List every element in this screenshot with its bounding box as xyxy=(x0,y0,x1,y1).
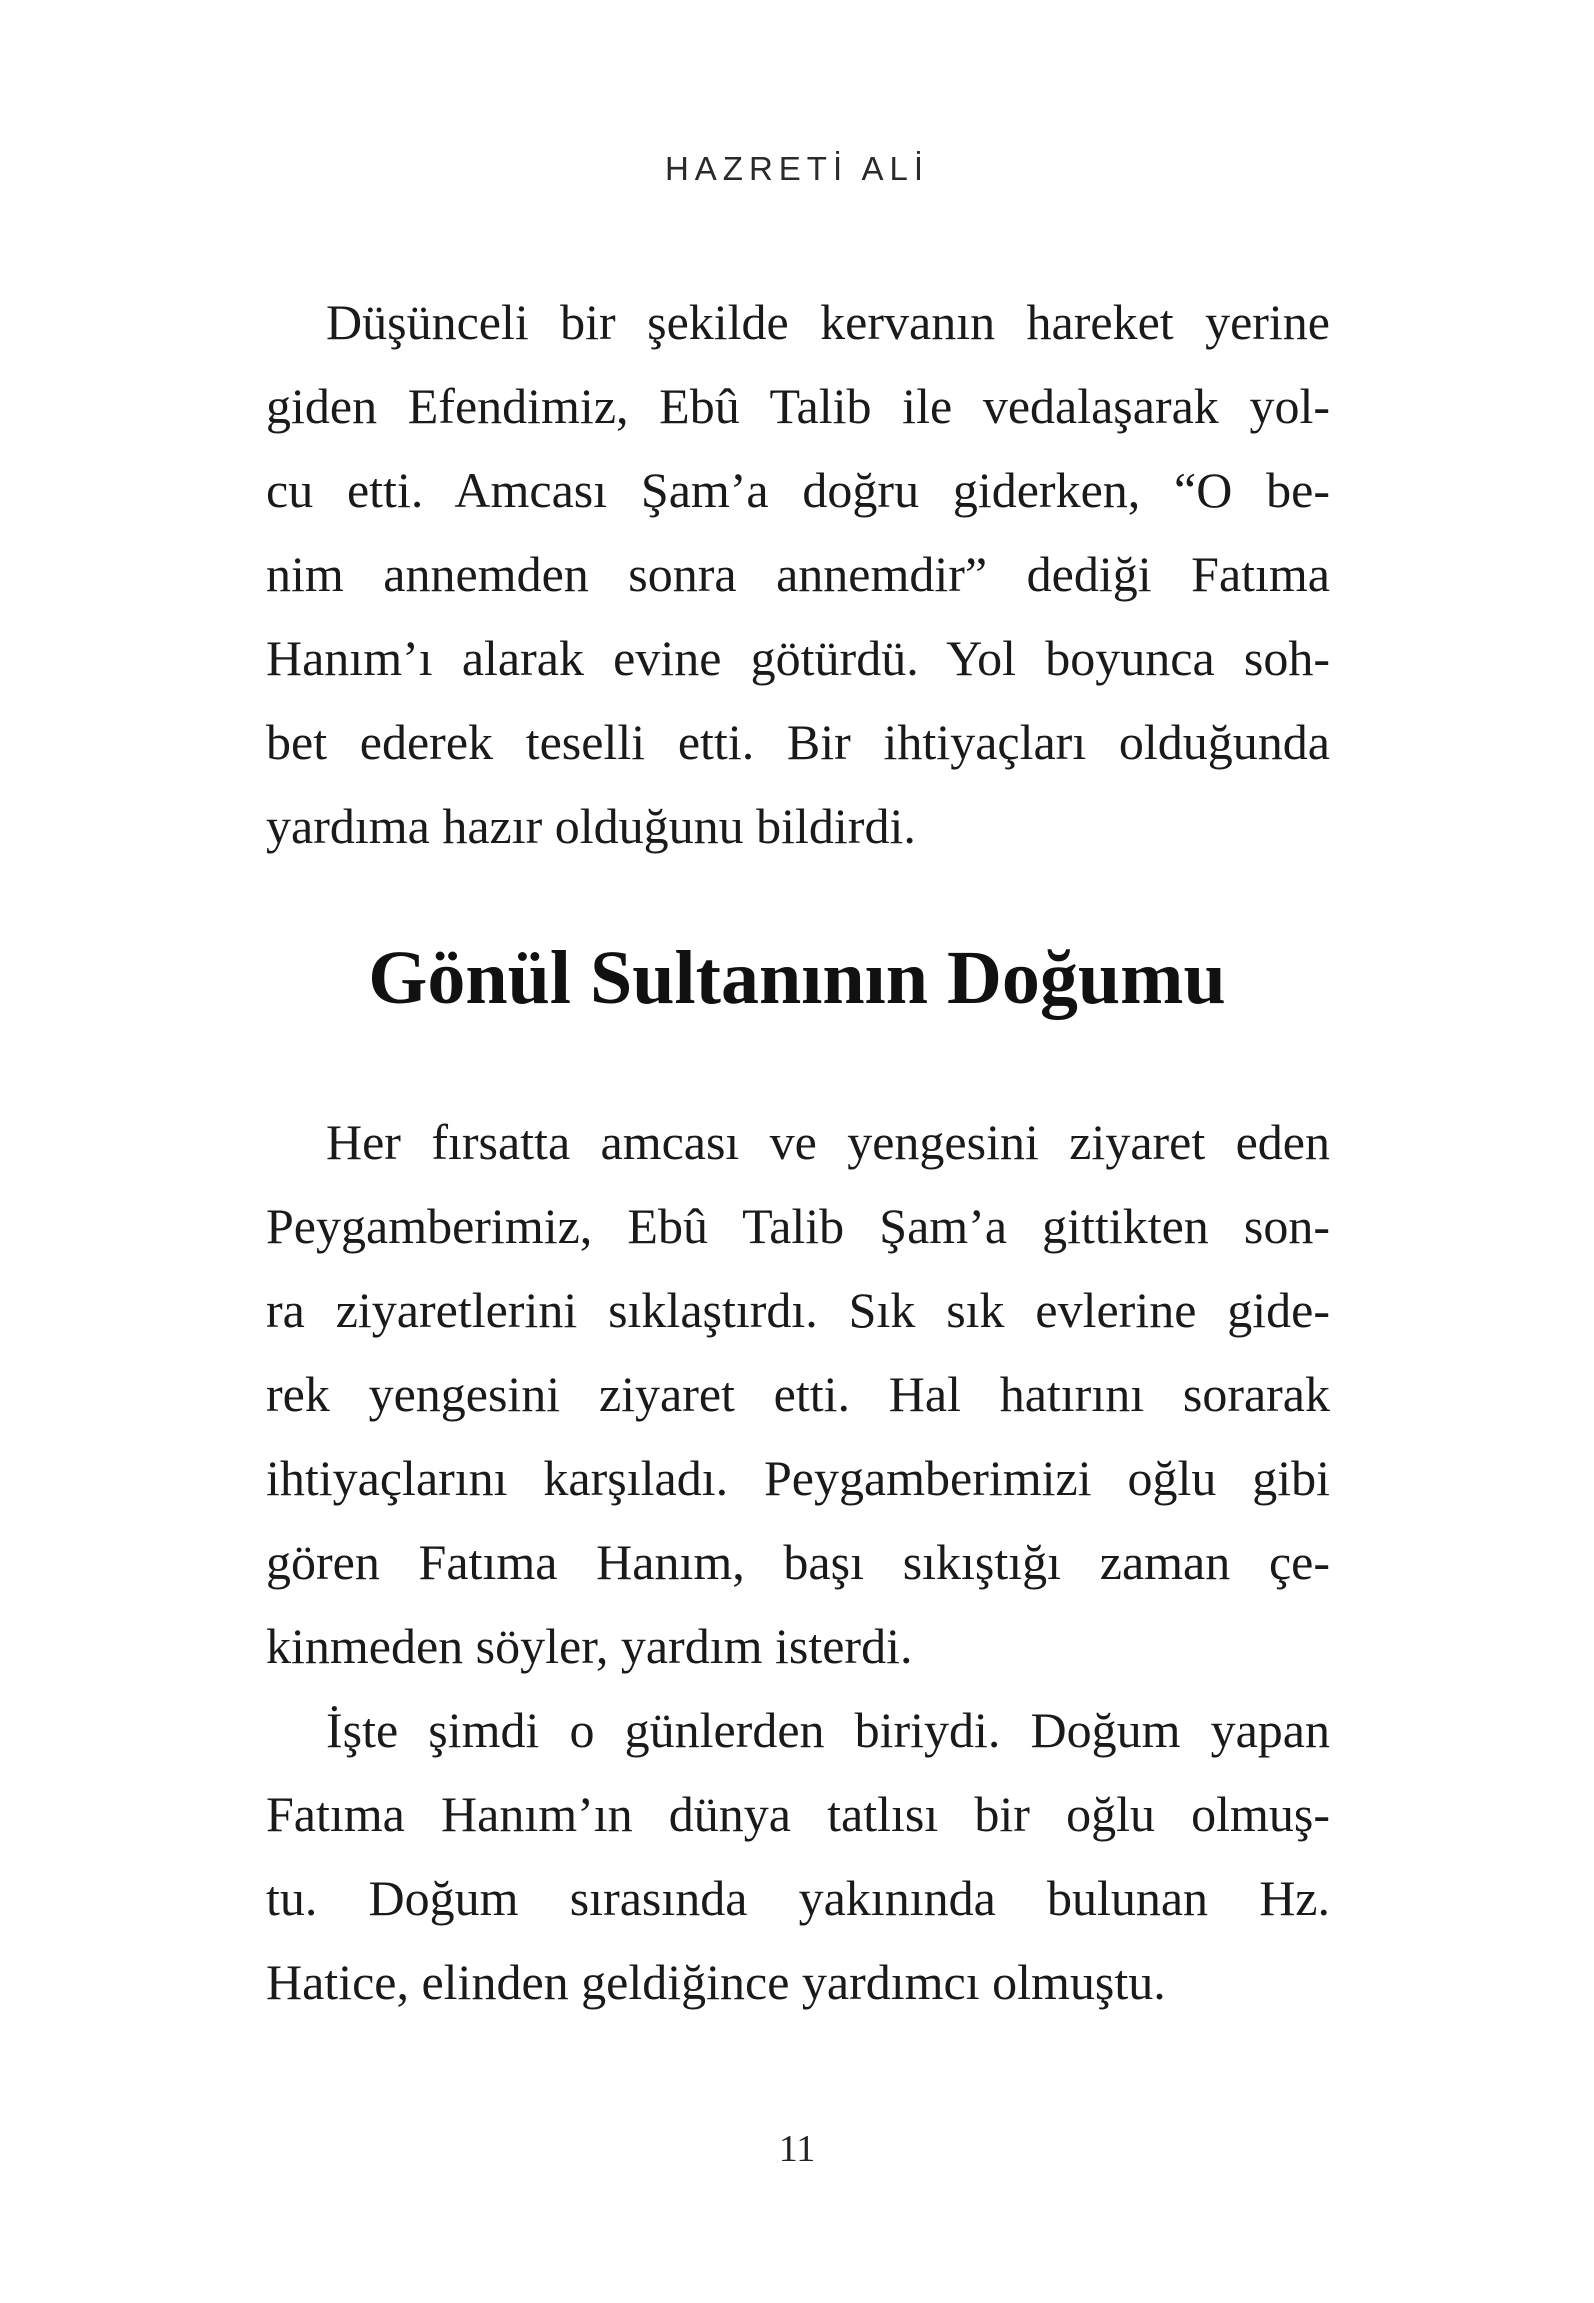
paragraph-1-line: giden Efendimiz, Ebû Talib ile vedalaşarak yol- xyxy=(266,378,1330,434)
page-number: 11 xyxy=(778,2128,816,2170)
paragraph-2-line: Her fırsatta amcası ve yengesini ziyaret eden xyxy=(326,1114,1330,1170)
paragraph-1-line: Hanım’ı alarak evine götürdü. Yol boyunca soh- xyxy=(266,630,1330,686)
paragraph-1-line: cu etti. Amcası Şam’a doğru giderken, “O be- xyxy=(266,462,1330,518)
paragraph-3-line: İşte şimdi o günlerden biriydi. Doğum yapan xyxy=(326,1702,1330,1758)
running-head: HAZRETİ ALİ xyxy=(664,150,930,187)
paragraph-3-line: Fatıma Hanım’ın dünya tatlısı bir oğlu olmuş- xyxy=(266,1786,1330,1842)
chapter-title: Gönül Sultanının Doğumu xyxy=(368,936,1226,1020)
paragraph-1-line: yardıma hazır olduğunu bildirdi. xyxy=(266,798,916,854)
paragraph-2-line: gören Fatıma Hanım, başı sıkıştığı zaman çe- xyxy=(266,1534,1330,1590)
paragraph-1-line: Düşünceli bir şekilde kervanın hareket yerine xyxy=(326,294,1330,350)
paragraph-2-line: rek yengesini ziyaret etti. Hal hatırını sorarak xyxy=(266,1366,1330,1422)
paragraph-3-line: Hatice, elinden geldiğince yardımcı olmuştu. xyxy=(266,1954,1166,2010)
paragraph-2-line: Peygamberimiz, Ebû Talib Şam’a gittikten son- xyxy=(266,1198,1330,1254)
paragraph-2-line: ra ziyaretlerini sıklaştırdı. Sık sık evlerine gide- xyxy=(266,1282,1330,1338)
paragraph-1-line: nim annemden sonra annemdir” dediği Fatıma xyxy=(266,546,1330,602)
paragraph-2 xyxy=(266,1100,1330,1688)
paragraph-3 xyxy=(266,1688,1330,2024)
paragraph-3-line: tu. Doğum sırasında yakınında bulunan Hz. xyxy=(266,1870,1330,1926)
body-text xyxy=(266,1100,1330,2024)
paragraph-1-line: bet ederek teselli etti. Bir ihtiyaçları olduğunda xyxy=(266,714,1330,770)
paragraph-1 xyxy=(266,280,1330,868)
paragraph-2-line: kinmeden söyler, yardım isterdi. xyxy=(266,1618,913,1674)
paragraph-2-line: ihtiyaçlarını karşıladı. Peygamberimizi oğlu gibi xyxy=(266,1450,1330,1506)
